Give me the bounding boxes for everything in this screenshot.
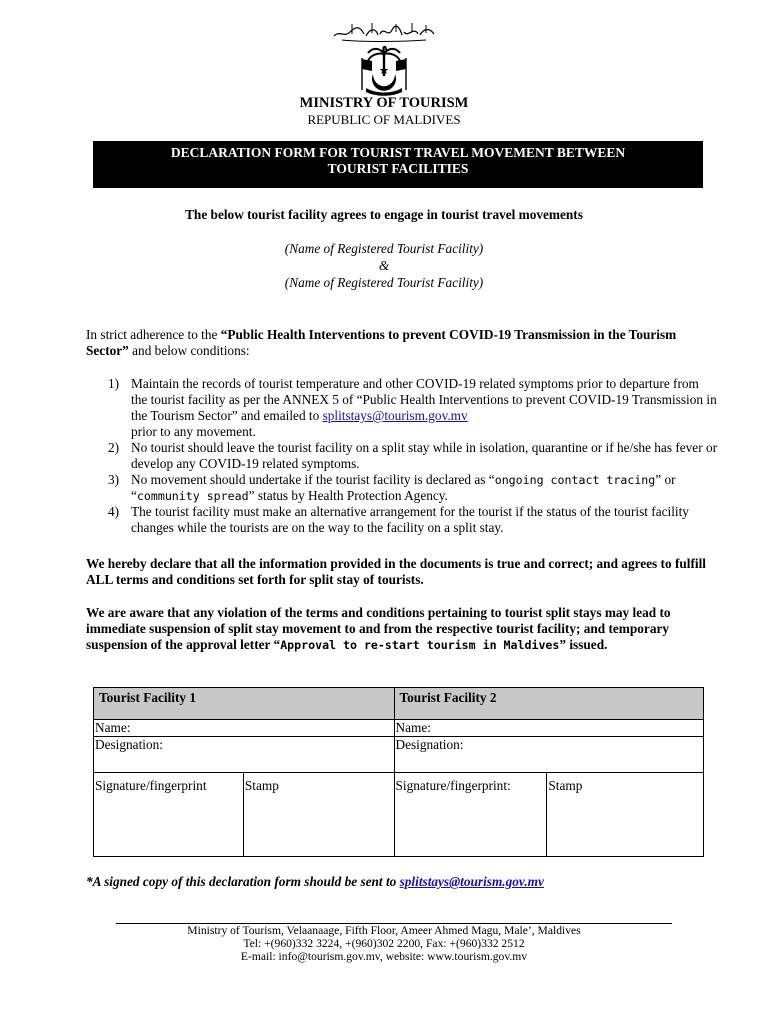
- maldives-emblem-icon: [356, 44, 412, 96]
- footer: [0, 924, 768, 963]
- splitstays-email-link[interactable]: splitstays@tourism.gov.mv: [322, 408, 468, 423]
- facility-name-placeholder-2: (Name of Registered Tourist Facility): [284, 275, 484, 290]
- status-community-spread: community spread: [136, 489, 249, 503]
- condition-text-tail: prior to any movement.: [131, 424, 256, 439]
- adherence-guideline-title: “Public Health Interventions to prevent COVID-19 Transmission in the Tourism Sector”: [86, 327, 677, 358]
- footer-contact: E-mail: info@tourism.gov.mv, website: www.tourism.gov.mv: [240, 950, 528, 963]
- footnote-text: *A signed copy of this declaration form should be sent to: [86, 874, 400, 889]
- facility-2-signature-field[interactable]: Signature/fingerprint:: [394, 773, 547, 857]
- condition-item: [108, 504, 718, 536]
- adherence-suffix: and below conditions:: [128, 343, 250, 358]
- facility-1-signature-field[interactable]: Signature/fingerprint: [94, 773, 244, 857]
- facility-2-designation-field[interactable]: Designation:: [394, 737, 704, 773]
- condition-text: No movement should undertake if the tourist facility is declared as “: [131, 472, 495, 487]
- ministry-name: MINISTRY OF TOURISM: [299, 95, 469, 111]
- condition-number: 4): [108, 504, 120, 519]
- facility-2-stamp-field[interactable]: Stamp: [547, 773, 704, 857]
- facility-2-name-field[interactable]: Name:: [394, 720, 704, 737]
- facility-name-placeholder-1: (Name of Registered Tourist Facility): [284, 241, 484, 256]
- form-title-line-2: TOURIST FACILITIES: [327, 161, 469, 176]
- table-row: [94, 773, 704, 857]
- republic-name: REPUBLIC OF MALDIVES: [307, 112, 461, 127]
- conditions-list: [108, 376, 718, 536]
- condition-text-mid: ” or “: [131, 472, 676, 503]
- table-row: [94, 720, 704, 737]
- declaration-truth-statement: We hereby declare that all the information provided in the documents is true and correct; and agrees to fulfill ALL terms and conditions set forth for split stay of tourists.: [86, 556, 706, 587]
- facility-2-header: Tourist Facility 2: [394, 688, 704, 720]
- signature-table: [93, 687, 704, 857]
- bismillah-calligraphy-icon: [330, 20, 438, 44]
- facility-1-header: Tourist Facility 1: [94, 688, 395, 720]
- condition-number: 2): [108, 440, 120, 455]
- facility-1-name-field[interactable]: Name:: [94, 720, 395, 737]
- violation-text-end: ” issued.: [559, 637, 608, 652]
- facility-1-designation-field[interactable]: Designation:: [94, 737, 395, 773]
- adherence-paragraph: [86, 327, 716, 359]
- ampersand: &: [378, 258, 390, 273]
- approval-letter-name: Approval to re-start tourism in Maldives: [280, 638, 560, 652]
- condition-item: [108, 440, 718, 472]
- condition-text: No tourist should leave the tourist facility on a split stay while in isolation, quarantine or if he/she has fever or develop any COVID-19 related symptoms.: [131, 440, 718, 471]
- condition-item: [108, 472, 718, 504]
- table-header-row: [94, 688, 704, 720]
- form-title-banner: [93, 141, 703, 188]
- footer-phones: Tel: +(960)332 3224, +(960)302 2200, Fax: +(960)332 2512: [243, 937, 525, 950]
- violation-text: We are aware that any violation of the terms and conditions pertaining to tourist split stays may lead to immediate suspension of split stay movement to and from the respective tourist facility; and temporary suspension of the approval letter “: [86, 605, 671, 652]
- footnote-email-link[interactable]: splitstays@tourism.gov.mv: [399, 874, 544, 889]
- condition-text: The tourist facility must make an alternative arrangement for the tourist if the status of the tourist facility changes while the tourists are on the way to the facility on a split stay.: [131, 504, 689, 535]
- condition-text: Maintain the records of tourist temperature and other COVID-19 related symptoms prior to departure from the tourist facility as per the ANNEX 5 of “Public Health Interventions to prevent COVID-19 Transmission in the Tourism Sector” and emailed to: [131, 376, 717, 423]
- declaration-violation-statement: [86, 605, 716, 653]
- submission-footnote: [86, 874, 716, 890]
- condition-text-end: ” status by Health Protection Agency.: [248, 488, 448, 503]
- intro-statement: The below tourist facility agrees to engage in tourist travel movements: [185, 207, 583, 222]
- condition-number: 1): [108, 376, 120, 391]
- table-row: [94, 737, 704, 773]
- footer-address: Ministry of Tourism, Velaanaage, Fifth Floor, Ameer Ahmed Magu, Male’, Maldives: [187, 924, 581, 937]
- form-title-line-1: DECLARATION FORM FOR TOURIST TRAVEL MOVEMENT BETWEEN: [170, 145, 626, 160]
- condition-item: [108, 376, 718, 440]
- status-ongoing-contact-tracing: ongoing contact tracing: [494, 473, 656, 487]
- condition-number: 3): [108, 472, 120, 487]
- adherence-prefix: In strict adherence to the: [86, 327, 221, 342]
- facility-1-stamp-field[interactable]: Stamp: [243, 773, 394, 857]
